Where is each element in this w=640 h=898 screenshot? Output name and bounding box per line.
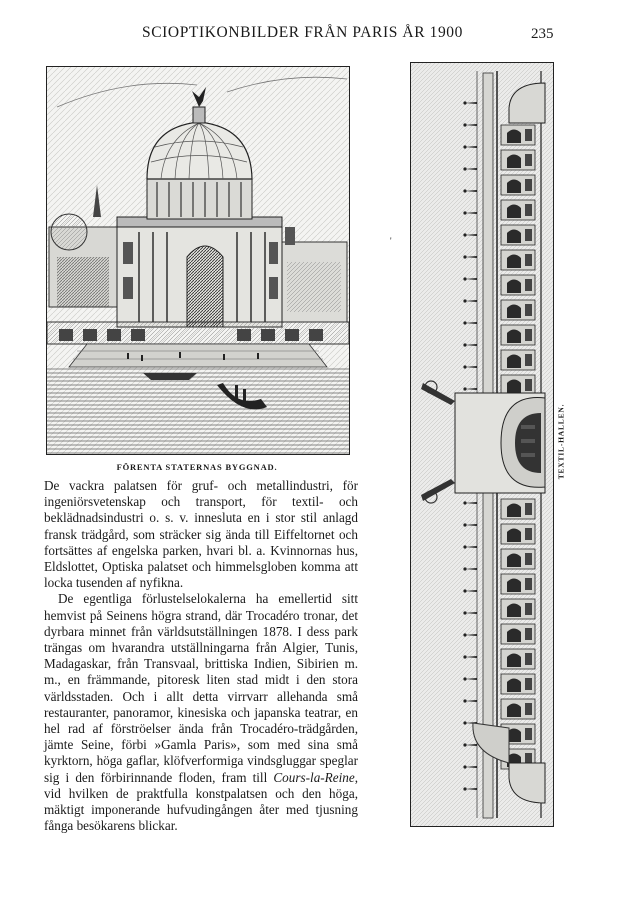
facade-bay [501,225,535,245]
facade-bay [501,624,535,644]
facade-finial-ball [463,343,466,346]
facade-bay [501,649,535,669]
facade-finial-ball [463,299,466,302]
facade-finial-ball [463,545,466,548]
stray-mark: ' [390,236,392,246]
us-pavilion-illustration [47,67,349,454]
facade-finial-ball [463,255,466,258]
facade-bay [501,150,535,170]
facade-bay [501,175,535,195]
caption-textile-hall: TEXTIL-HALLEN. [556,403,566,480]
facade-finial-ball [463,211,466,214]
facade-bay [501,300,535,320]
facade-finial-ball [463,101,466,104]
facade-bay [501,599,535,619]
facade-bay [501,549,535,569]
facade-finial-ball [463,277,466,280]
facade-finial-ball [463,387,466,390]
paragraph-2 [44,591,358,834]
paragraph-2-part-a: De egentliga förlustelselokalerna ha emellertid sitt hemvist på Seinens högra strand, där Trocadéro tronar, det dyrbara minnet från världsutställningen 1878. I dess park trängas om hvarandra utställningarna från Algier, Tunis, Madagaskar, från Transvaal, brittiska Indien, Sibirien m. m., en främmande, pitoresk liten stad midt i den stora världsstaden. Och i allt detta virrvarr allehanda små restauranter, panoramor, kinesiska och japanska teatrar, en hel rad af förströelser ända från Trocadéro-trädgården, jämte Seine, förbi »Gamla Paris», som med sina små kyrktorn, höga gaflar, klöfverformiga vindsgluggar speglar sig i den förbirinnande floden, fram till [44,591,358,785]
caption-us-pavilion: FÖRENTA STATERNAS BYGGNAD. [116,462,278,472]
facade-finial-ball [463,677,466,680]
article-body [44,478,358,834]
paragraph-2-part-b: , vid hvilken de praktfulla konstpalatsen och den höga, mäktigt imponerande hufvudingången åter med tjusning fånga besökarens blickar. [44,769,358,834]
textile-hall-illustration [411,63,553,826]
facade-finial-ball [463,365,466,368]
facade-finial-ball [463,233,466,236]
facade-finial-ball [463,321,466,324]
facade-finial-ball [463,633,466,636]
facade-bay [501,524,535,544]
facade-finial-ball [463,567,466,570]
page-number: 235 [531,26,554,42]
facade-finial-ball [463,655,466,658]
facade-finial-ball [463,721,466,724]
paragraph-1: De vackra palatsen för gruf- och metallindustri, för ingeniörsvetenskap och transport, för textil- och beklädnadsindustri o. s. v. innesluta en i stor stil anlagd fransk trädgård, som sträcker sig ända till Eiffeltornet och fortsättes af engelska parken, hvari bl. a. Kvinnornas hus, Eldslottet, Optiska palatset och himmelsgloben komma att locka tusenden af nyfikna. [44,478,358,591]
facade-bay [501,275,535,295]
facade-finial-ball [463,189,466,192]
facade-finial-ball [463,145,466,148]
facade-bay [501,250,535,270]
facade-bay [501,699,535,719]
facade-bay [501,499,535,519]
facade-bay [501,574,535,594]
facade-finial-ball [463,743,466,746]
facade-finial-ball [463,501,466,504]
figure-us-pavilion [46,66,350,455]
running-title: SCIOPTIKONBILDER FRÅN PARIS ÅR 1900 [142,24,464,41]
facade-bay [501,125,535,145]
facade-finial-ball [463,611,466,614]
facade-finial-ball [463,589,466,592]
facade-finial-ball [463,167,466,170]
facade-finial-ball [463,523,466,526]
facade-finial-ball [463,787,466,790]
facade-bay [501,350,535,370]
facade-bay [501,200,535,220]
facade-bay [501,325,535,345]
facade-finial-ball [463,123,466,126]
paragraph-2-italic: Cours-la-Reine [273,769,355,785]
figure-textile-hall [410,62,554,827]
facade-finial-ball [463,765,466,768]
facade-finial-ball [463,699,466,702]
facade-bay [501,375,535,395]
facade-bay [501,674,535,694]
